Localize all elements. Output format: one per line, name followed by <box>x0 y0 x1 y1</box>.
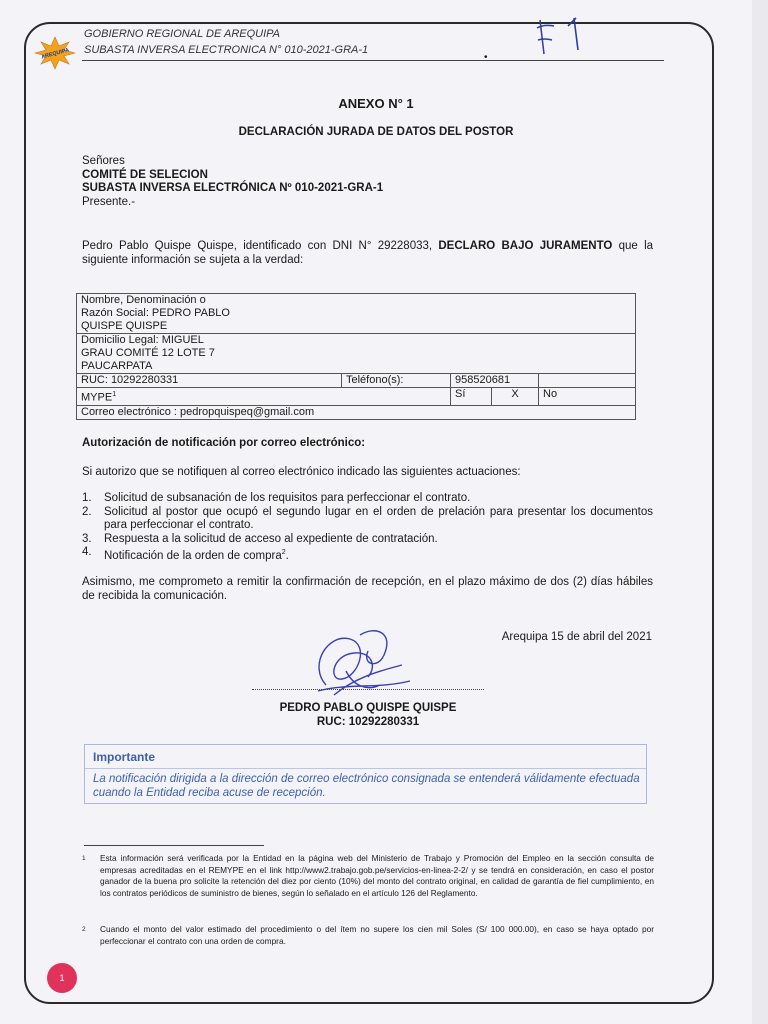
address-line2: GRAU COMITÉ 12 LOTE 7 <box>81 347 215 359</box>
list-text: Solicitud al postor que ocupó el segundo lugar en el orden de prelación para presentar los documentos para perfeccionar el contrato. <box>104 505 653 531</box>
address-cell <box>77 334 636 374</box>
phone-cell: 958520681 <box>451 374 539 388</box>
address-line1: Domicilio Legal: MIGUEL <box>81 334 204 346</box>
footnote-number: 2 <box>82 926 86 933</box>
list-text-end: . <box>285 549 289 562</box>
mype-no-cell: No <box>539 388 636 406</box>
auction-name: SUBASTA INVERSA ELECTRÓNICA Nº 010-2021-GRA-1 <box>82 182 384 194</box>
phone-label-cell: Teléfono(s): <box>342 374 451 388</box>
postor-data-table <box>76 293 636 420</box>
annex-title: ANEXO N° 1 <box>338 96 414 111</box>
table-row <box>77 405 636 419</box>
list-item <box>82 506 653 533</box>
recipient-block <box>82 155 383 209</box>
notification-list <box>82 492 653 563</box>
list-number: 4. <box>82 546 92 558</box>
footnote-2 <box>82 924 654 947</box>
authorization-heading: Autorización de notificación por correo electrónico: <box>82 437 366 449</box>
email-cell: Correo electrónico : pedropquispeq@gmail.com <box>77 405 636 419</box>
header-rule <box>82 60 664 61</box>
committee-name: COMITÉ DE SELECION <box>82 168 208 181</box>
header-auction: SUBASTA INVERSA ELECTRONICA N° 010-2021-GRA-1 <box>84 44 369 56</box>
regional-logo <box>34 36 76 70</box>
empty-cell <box>539 374 636 388</box>
list-item <box>82 492 653 506</box>
list-number: 1. <box>82 492 92 504</box>
list-text <box>104 546 289 563</box>
table-row <box>77 334 636 374</box>
important-title: Importante <box>93 750 156 764</box>
footnote-ref: 2 <box>281 549 286 556</box>
svg-text:AREQUIPA: AREQUIPA <box>40 47 70 61</box>
list-item <box>82 533 653 547</box>
greeting: Señores <box>82 155 125 167</box>
declaration-rest: que la siguiente información se sujeta a la verdad: <box>82 240 654 266</box>
footnote-text: Esta información será verificada por la Entidad en la página web del Ministerio de Trabajo y Promoción del Empleo en la sección consulta de empresas acreditadas en el REMYPE en el link http://www2.trabajo.gob.pe/servicios-en-linea-2-2/ y se tendrá en consideración, en caso el postor ganador de la buena pro solicite la retención del diez por ciento (10%) del monto del contrato original, en calidad de garantía de fiel cumplimiento, en los contratos periódicos de suministro de bienes, según lo señalado en el artículo 126 del Reglamento. <box>100 853 654 898</box>
footnote-text: Cuando el monto del valor estimado del procedimiento o del ítem no supere los cien mil Soles (S/ 100 000.00), en caso se haya optado por perfeccionar el contrato con una orden de compra. <box>100 924 654 946</box>
name-value-line2: QUISPE QUISPE <box>81 320 168 332</box>
name-label: Nombre, Denominación o <box>81 294 206 306</box>
authorization-intro: Si autorizo que se notifiquen al correo electrónico indicado las siguientes actuaciones: <box>82 466 521 478</box>
list-number: 2. <box>82 505 92 518</box>
declaration-bold: DECLARO BAJO JURAMENTO <box>438 240 613 252</box>
place-date: Arequipa 15 de abril del 2021 <box>501 631 652 643</box>
list-text-main: Notificación de la orden de compra <box>104 549 282 562</box>
mype-x-cell: X <box>492 388 539 406</box>
table-row <box>77 388 636 406</box>
list-item <box>82 546 653 563</box>
list-text: Respuesta a la solicitud de acceso al expediente de contratación. <box>104 532 438 545</box>
declaration-title: DECLARACIÓN JURADA DE DATOS DEL POSTOR <box>238 126 514 138</box>
signatory-ruc: RUC: 10292280331 <box>316 716 420 728</box>
declaration-paragraph <box>82 239 653 267</box>
mype-label: MYPE <box>81 391 113 404</box>
important-divider <box>85 768 646 769</box>
footnote-rule <box>84 845 264 846</box>
table-row <box>77 374 636 388</box>
present-label: Presente.- <box>82 195 136 208</box>
name-cell <box>77 294 636 334</box>
footnote-1 <box>82 853 654 899</box>
commitment-paragraph: Asimismo, me comprometo a remitir la confirmación de recepción, en el plazo máximo de dos (2) días hábiles de recibida la comunicación. <box>82 576 653 602</box>
list-text: Solicitud de subsanación de los requisitos para perfeccionar el contrato. <box>104 492 471 504</box>
handwritten-folio <box>534 14 594 56</box>
declaration-intro: Pedro Pablo Quispe Quispe, identificado con DNI N° 29228033, <box>82 240 439 252</box>
handwritten-signature <box>298 625 418 703</box>
table-row <box>77 294 636 334</box>
important-text: La notificación dirigida a la dirección de correo electrónico consignada se entenderá válidamente efectuada cuando la Entidad reciba acuse de recepción. <box>93 773 640 799</box>
signatory-name: PEDRO PABLO QUISPE QUISPE <box>279 702 457 714</box>
list-number: 3. <box>82 532 92 545</box>
signature-line <box>252 689 484 690</box>
page-number-badge: 1 <box>47 963 77 993</box>
mype-footnote-ref: 1 <box>112 391 117 398</box>
header-government: GOBIERNO REGIONAL DE AREQUIPA <box>84 28 281 40</box>
footnote-number: 1 <box>82 855 86 862</box>
important-notice <box>84 744 647 804</box>
pen-mark: • <box>484 52 488 63</box>
name-value-line1: Razón Social: PEDRO PABLO <box>81 307 230 319</box>
mype-si-cell: Sí <box>451 388 492 406</box>
mype-label-cell <box>77 388 451 406</box>
ruc-cell: RUC: 10292280331 <box>77 374 342 388</box>
address-line3: PAUCARPATA <box>81 360 153 372</box>
